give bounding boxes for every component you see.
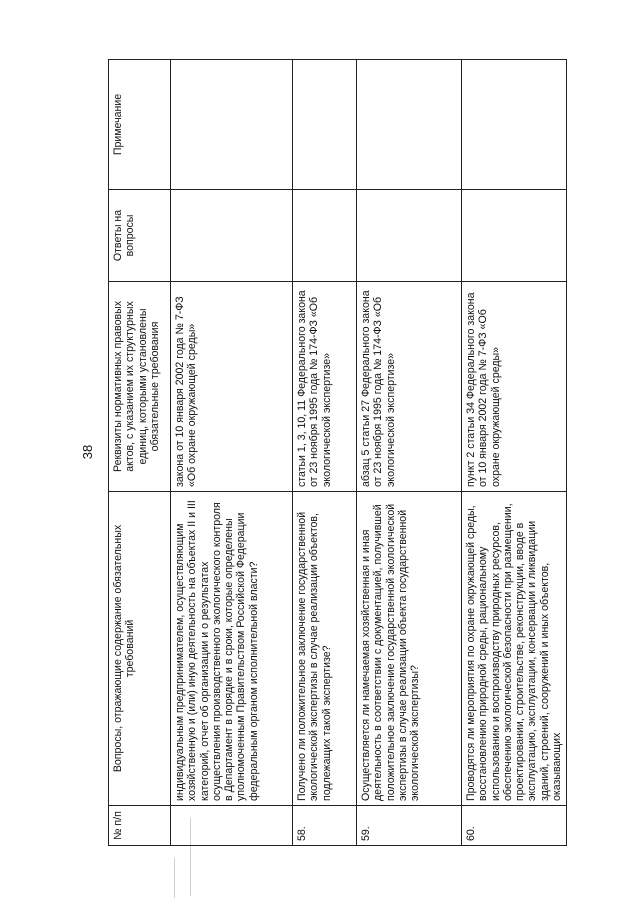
row-requisites: закона от 10 января 2002 года № 7-ФЗ «Об охране окружающей среды» bbox=[171, 282, 293, 492]
row-note bbox=[462, 60, 567, 190]
row-note bbox=[293, 60, 357, 190]
row-answer bbox=[357, 190, 462, 282]
table-row bbox=[171, 60, 293, 846]
scan-artifact-line bbox=[174, 858, 175, 898]
table-row bbox=[293, 60, 357, 846]
row-number: 60. bbox=[462, 806, 567, 846]
row-requisites: статьи 1, 3, 10, 11 Федерального закона от 23 ноября 1995 года № 174-ФЗ «Об экологической экспертизе» bbox=[293, 282, 357, 492]
header-question: Вопросы, отражающие содержание обязательных требований bbox=[109, 492, 171, 806]
row-number: 58. bbox=[293, 806, 357, 846]
row-note bbox=[357, 60, 462, 190]
header-requisites: Реквизиты нормативных правовых актов, с указанием их структурных единиц, которыми установлены обязательные требования bbox=[109, 282, 171, 492]
table-header-row bbox=[109, 60, 171, 846]
row-question: Осуществляется ли намечаемая хозяйственная и иная деятельность в соответствии с документацией, получившей положительное заключение государственной экологической экспертизы в случае реализации объекта государственной экологической экспертизы? bbox=[357, 492, 462, 806]
page-number: 38 bbox=[80, 444, 95, 460]
row-requisites: абзац 5 статьи 27 Федерального закона от 23 ноября 1995 года № 174-ФЗ «Об экологической экспертизе» bbox=[357, 282, 462, 492]
requirements-table bbox=[108, 59, 567, 846]
header-answers: Ответы на вопросы bbox=[109, 190, 171, 282]
row-question: Проводятся ли мероприятия по охране окружающей среды, восстановлению природной среды, рациональному использованию и воспроизводству природных ресурсов, обеспечению экологической безопасности при размещении, проектировании, строительстве, реконструкции, вводе в эксплуатацию, эксплуатации, консервации и ликвидации зданий, строений, сооружений и иных объектов, оказывающих bbox=[462, 492, 567, 806]
row-requisites: пункт 2 статьи 34 Федерального закона от 10 января 2002 года № 7-ФЗ «Об охране окружающей среды» bbox=[462, 282, 567, 492]
table-row bbox=[462, 60, 567, 846]
rotated-table-container bbox=[108, 60, 608, 846]
row-question: Получено ли положительное заключение государственной экологической экспертизы в случае реализации объектов, подлежащих такой экспертизе? bbox=[293, 492, 357, 806]
row-number: 59. bbox=[357, 806, 462, 846]
header-note: Примечание bbox=[109, 60, 171, 190]
row-question: индивидуальным предпринимателем, осуществляющим хозяйственную и (или) иную деятельность на объектах II и III категорий, отчет об организации и о результатах осуществления производственного экологического контроля в Департамент в порядке и в сроки, которые определены уполномоченным Правительством Российской Федерации федеральным органом исполнительной власти? bbox=[171, 492, 293, 806]
row-answer bbox=[293, 190, 357, 282]
row-number bbox=[171, 806, 293, 846]
header-num: № п/п bbox=[109, 806, 171, 846]
row-answer bbox=[462, 190, 567, 282]
row-answer bbox=[171, 190, 293, 282]
table-row bbox=[357, 60, 462, 846]
row-note bbox=[171, 60, 293, 190]
